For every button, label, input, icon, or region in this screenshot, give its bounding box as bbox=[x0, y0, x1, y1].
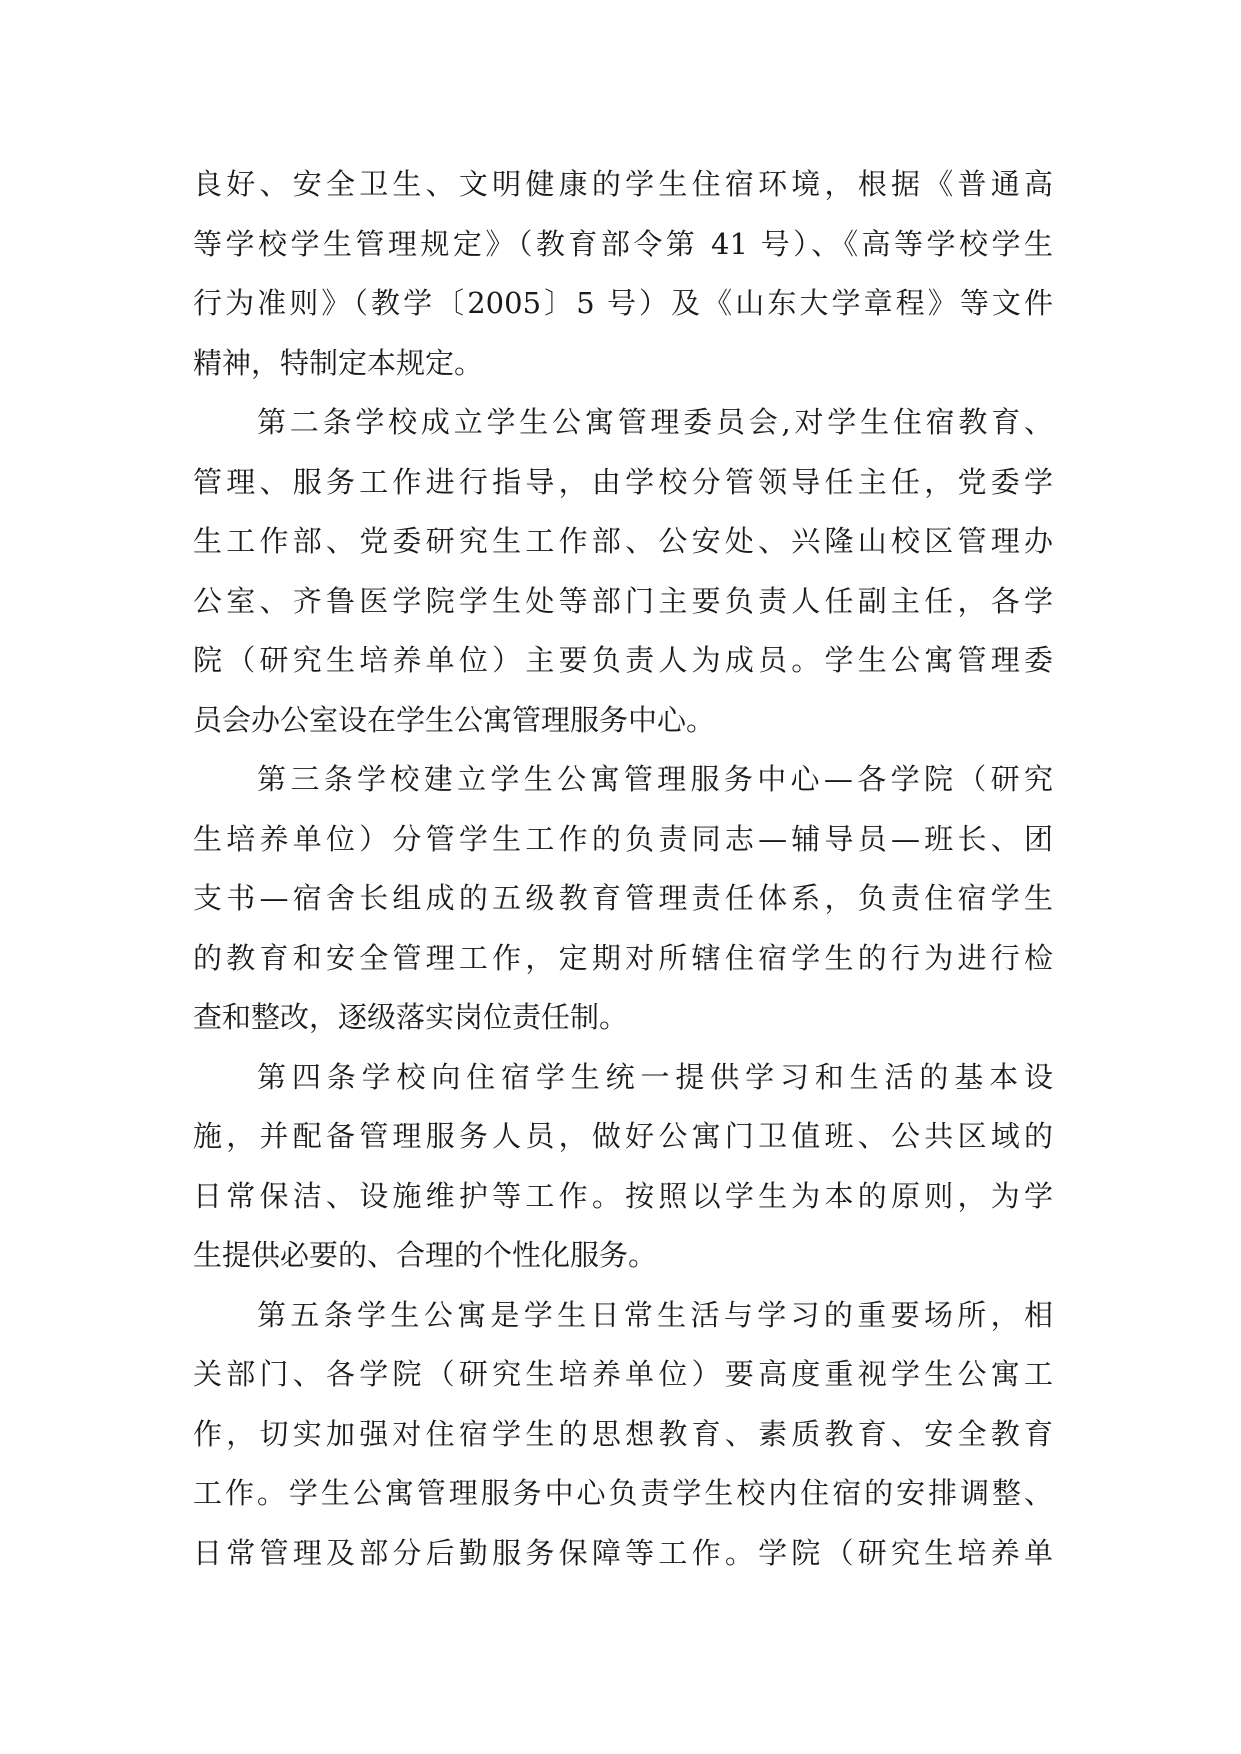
text-line: 查和整改，逐级落实岗位责任制。 bbox=[193, 1000, 629, 1034]
text-line: 公室、齐鲁医学院学生处等部门主要负责人任副主任，各学 bbox=[193, 583, 1053, 618]
text-line: 关部门、各学院（研究生培养单位）要高度重视学生公寓工 bbox=[193, 1357, 1053, 1391]
text-line: 生工作部、党委研究生工作部、公安处、兴隆山校区管理办 bbox=[193, 524, 1053, 558]
text-line: 工作。学生公寓管理服务中心负责学生校内住宿的安排调整、 bbox=[193, 1476, 1053, 1510]
text-line: 第五条学生公寓是学生日常生活与学习的重要场所，相 bbox=[257, 1297, 1053, 1332]
text-line: 行为准则》（教学〔2005〕5 号）及《山东大学章程》等文件 bbox=[193, 286, 1053, 320]
text-line: 支书—宿舍长组成的五级教育管理责任体系，负责住宿学生 bbox=[193, 881, 1053, 915]
paragraph-article-2 bbox=[193, 393, 1053, 750]
text-line: 生培养单位）分管学生工作的负责同志—辅导员—班长、团 bbox=[193, 821, 1053, 856]
paragraph-article-5 bbox=[193, 1286, 1053, 1584]
text-line: 精神，特制定本规定。 bbox=[193, 345, 484, 380]
text-line: 的教育和安全管理工作，定期对所辖住宿学生的行为进行检 bbox=[193, 940, 1053, 975]
text-line: 日常保洁、设施维护等工作。按照以学生为本的原则，为学 bbox=[193, 1178, 1053, 1213]
text-line: 第三条学校建立学生公寓管理服务中心—各学院（研究 bbox=[257, 762, 1053, 796]
text-line: 生提供必要的、合理的个性化服务。 bbox=[193, 1238, 658, 1272]
document-body bbox=[193, 155, 1053, 1583]
text-line: 日常管理及部分后勤服务保障等工作。学院（研究生培养单 bbox=[193, 1535, 1053, 1570]
text-line: 员会办公室设在学生公寓管理服务中心。 bbox=[193, 702, 716, 737]
paragraph-article-4 bbox=[193, 1048, 1053, 1286]
text-line: 管理、服务工作进行指导，由学校分管领导任主任，党委学 bbox=[193, 464, 1053, 499]
text-line: 良好、安全卫生、文明健康的学生住宿环境，根据《普通高 bbox=[193, 167, 1053, 201]
paragraph-article-3 bbox=[193, 750, 1053, 1048]
text-line: 院（研究生培养单位）主要负责人为成员。学生公寓管理委 bbox=[193, 643, 1053, 677]
text-line: 施，并配备管理服务人员，做好公寓门卫值班、公共区域的 bbox=[193, 1119, 1053, 1153]
text-line: 等学校学生管理规定》（教育部令第 41 号）、《高等学校学生 bbox=[193, 226, 1053, 261]
text-line: 第二条学校成立学生公寓管理委员会,对学生住宿教育、 bbox=[257, 405, 1053, 439]
text-line: 第四条学校向住宿学生统一提供学习和生活的基本设 bbox=[257, 1059, 1053, 1094]
paragraph-continuation bbox=[193, 155, 1053, 393]
text-line: 作，切实加强对住宿学生的思想教育、素质教育、安全教育 bbox=[193, 1416, 1053, 1451]
